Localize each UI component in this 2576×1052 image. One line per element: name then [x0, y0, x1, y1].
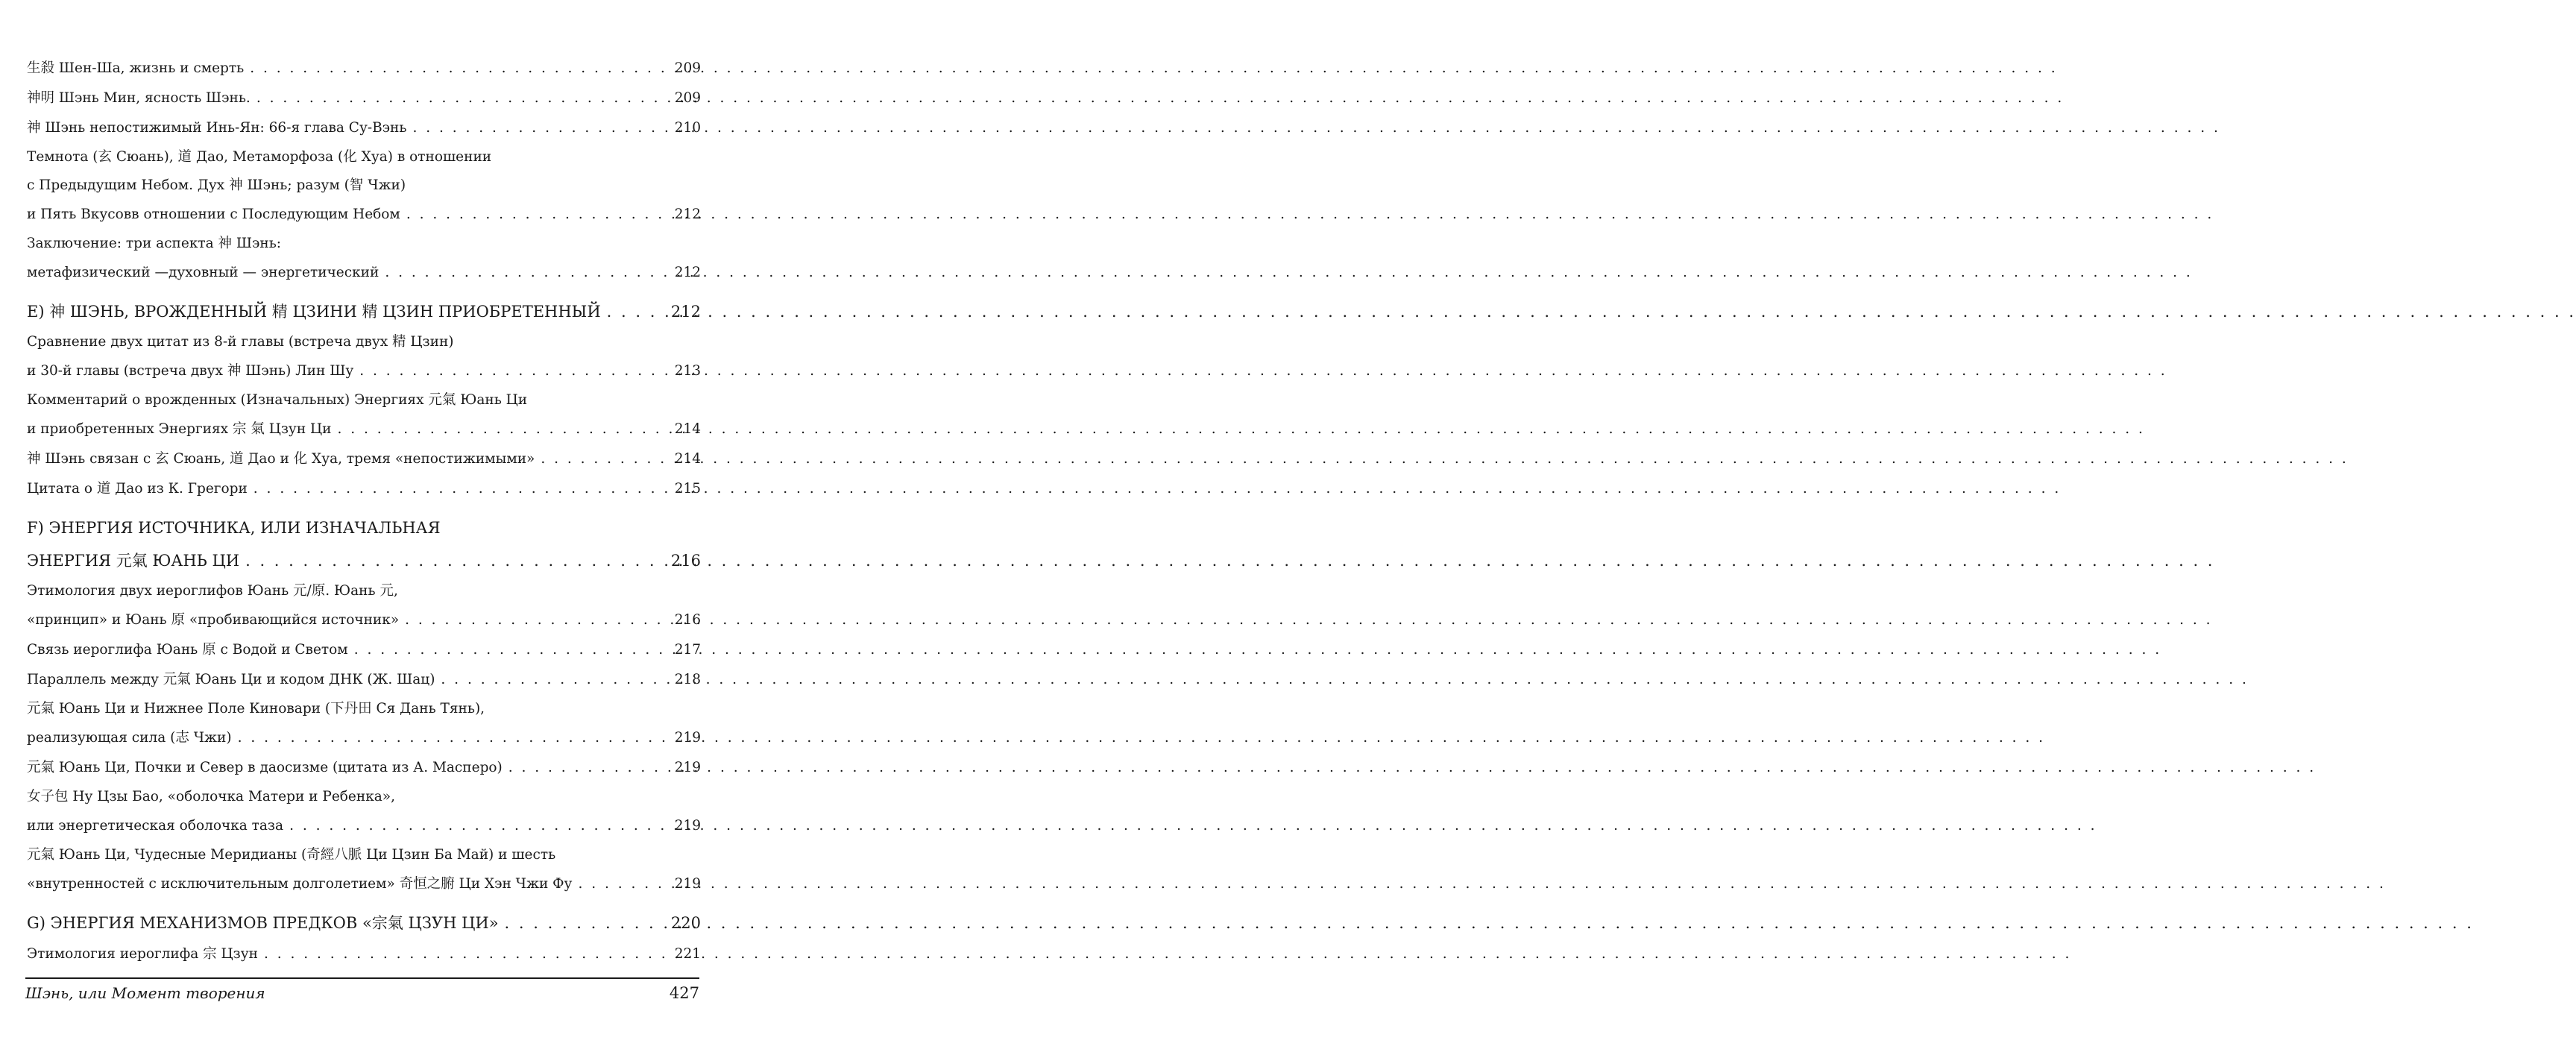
toc-entry-kidneys-north[interactable]: 元氣 Юань Ци, Почки и Север в даосизме (цитата из А. Масперо) . . . 219	[27, 753, 701, 783]
toc-section-g[interactable]: G) ЭНЕРГИЯ МЕХАНИЗМОВ ПРЕДКОВ «宗氣 ЦЗУН ЦИ» . . . 220	[27, 907, 701, 939]
dot-leader	[385, 258, 667, 288]
toc-entry-nu-zi-bao-line2[interactable]: или энергетическая оболочка таза . . . 219	[27, 811, 701, 841]
dot-leader	[338, 415, 667, 444]
dot-leader	[253, 474, 667, 504]
toc-entry-nu-zi-bao-line1[interactable]: 女子包 Ну Цзы Бао, «оболочка Матери и Ребенка»,	[27, 789, 395, 804]
toc-entry-gregory-quote[interactable]: Цитата о 道 Дао из К. Грегори . . . 215	[27, 474, 701, 504]
dot-leader	[405, 605, 667, 635]
toc-entry-meridians-line1[interactable]: 元氣 Юань Ци, Чудесные Меридианы (奇經八脈 Ци Цзин Ба Май) и шесть	[27, 847, 556, 863]
toc-entry-meridians-line2[interactable]: «внутренностей с исключительным долголетием» 奇恒之腑 Ци Хэн Чжи Фу . . . 219	[27, 869, 701, 899]
toc-entry-lower-field-line1[interactable]: 元氣 Юань Ци и Нижнее Поле Киновари (下丹田 Ся Дань Тянь),	[27, 701, 485, 716]
dot-leader	[238, 723, 667, 753]
dot-leader	[250, 54, 667, 84]
dot-leader	[245, 544, 665, 577]
dot-leader	[541, 444, 667, 474]
dot-leader	[441, 665, 667, 695]
dot-leader	[607, 295, 665, 328]
toc-entry-comparison-line1[interactable]: Сравнение двух цитат из 8-й главы (встреча двух 精 Цзин)	[27, 334, 454, 350]
dot-leader	[412, 113, 667, 143]
toc-entry-commentary-line2[interactable]: и приобретенных Энергиях 宗 氣 Цзун Ци . . . 214	[27, 415, 701, 444]
toc-entry-shen-sha[interactable]: 生殺 Шен-Ша, жизнь и смерть . . . 209	[27, 54, 701, 84]
toc-entry-etymology-yuan-line1[interactable]: Этимология двух иероглифов Юань 元/原. Юань 元,	[27, 583, 398, 599]
running-footer-title: Шэнь, или Момент творения	[25, 984, 265, 1002]
dot-leader	[505, 907, 665, 939]
dot-leader	[508, 753, 667, 783]
table-of-contents	[27, 54, 701, 969]
footer-rule	[25, 977, 699, 979]
dot-leader	[289, 811, 667, 841]
dot-leader	[578, 869, 667, 899]
toc-entry-etymology-zong[interactable]: Этимология иероглифа 宗 Цзун . . . 221	[27, 939, 701, 969]
toc-entry-shen-min[interactable]: 神明 Шэнь Мин, ясность Шэнь. . . . 209	[27, 84, 701, 113]
toc-entry-commentary-line1[interactable]: Комментарий о врожденных (Изначальных) Энергиях 元氣 Юань Ци	[27, 392, 528, 408]
dot-leader	[264, 939, 667, 969]
toc-entry-dna-parallel[interactable]: Параллель между 元氣 Юань Ци и кодом ДНК (Ж. Шац) . . . 218	[27, 665, 701, 695]
toc-section-f-line2[interactable]: ЭНЕРГИЯ 元氣 ЮАНЬ ЦИ . . . 216	[27, 544, 701, 577]
toc-entry-shen-xuan[interactable]: 神 Шэнь связан с 玄 Сюань, 道 Дао и 化 Хуа, тремя «непостижимыми» . . . 214	[27, 444, 701, 474]
toc-entry-etymology-yuan-line2[interactable]: «принцип» и Юань 原 «пробивающийся источник» . . . 216	[27, 605, 701, 635]
toc-entry-lower-field-line2[interactable]: реализующая сила (志 Чжи) . . . 219	[27, 723, 701, 753]
toc-entry-darkness-line2[interactable]: с Предыдущим Небом. Дух 神 Шэнь; разум (智 Чжи)	[27, 177, 406, 193]
toc-entry-conclusion-line1[interactable]: Заключение: три аспекта 神 Шэнь:	[27, 236, 282, 251]
dot-leader	[256, 84, 667, 113]
toc-entry-comparison-line2[interactable]: и 30-й главы (встреча двух 神 Шэнь) Лин Шу . . . 213	[27, 356, 701, 386]
toc-entry-darkness-line1[interactable]: Темнота (玄 Сюань), 道 Дао, Метаморфоза (化 Хуа) в отношении	[27, 149, 492, 165]
page-number: 427	[669, 984, 699, 1002]
toc-section-e[interactable]: Е) 神 ШЭНЬ, ВРОЖДЕННЫЙ 精 ЦЗИНИ 精 ЦЗИН ПРИОБРЕТЕННЫЙ . . . 212	[27, 295, 701, 328]
toc-entry-conclusion-line2[interactable]: метафизический —духовный — энергетический . . . 212	[27, 258, 701, 288]
dot-leader	[359, 356, 667, 386]
toc-entry-yuan-water-light[interactable]: Связь иероглифа Юань 原 с Водой и Светом . . . 217	[27, 635, 701, 665]
toc-entry-shen-yin-yang[interactable]: 神 Шэнь непостижимый Инь-Ян: 66-я глава Су-Вэнь . . . 210	[27, 113, 701, 143]
toc-entry-darkness-line3[interactable]: и Пять Вкусовв отношении с Последующим Небом . . . 212	[27, 200, 701, 230]
toc-section-f-line1[interactable]: F) ЭНЕРГИЯ ИСТОЧНИКА, ИЛИ ИЗНАЧАЛЬНАЯ	[27, 519, 441, 537]
dot-leader	[354, 635, 667, 665]
dot-leader	[406, 200, 667, 230]
